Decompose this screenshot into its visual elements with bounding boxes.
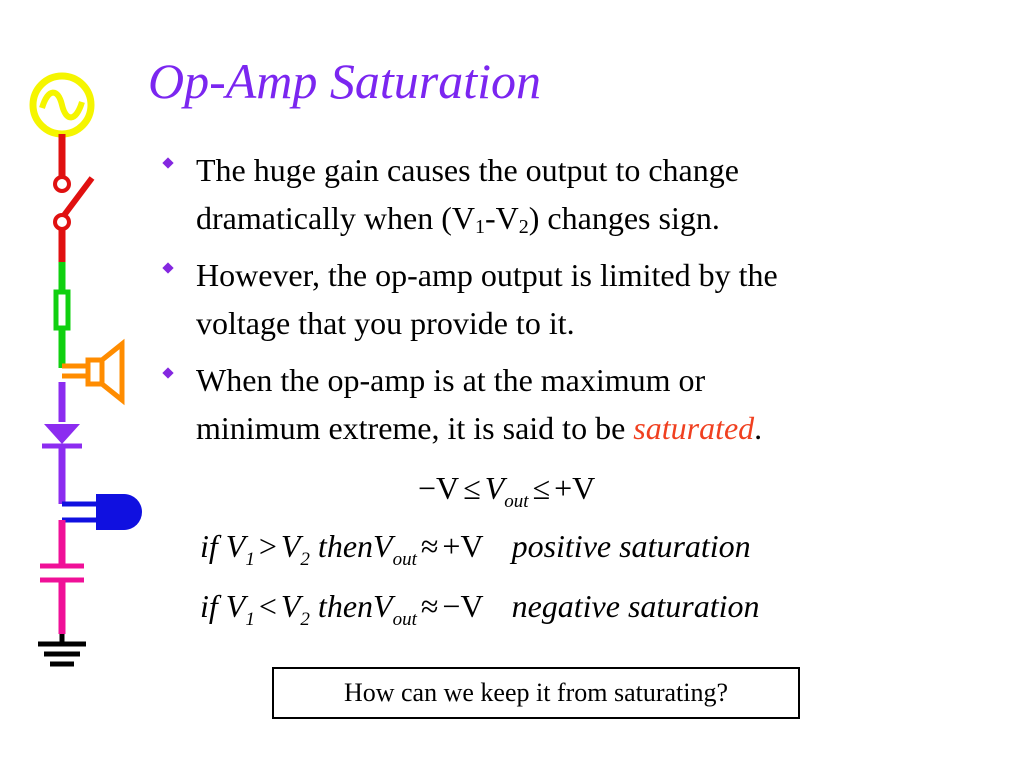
slide-title: Op-Amp Saturation [148, 53, 542, 109]
resistor-body [56, 292, 68, 328]
eq2-approx: ≈ [420, 528, 439, 564]
eq3-if: if [200, 588, 218, 624]
eq2-then: then [317, 528, 374, 564]
eq3-v2: V [280, 588, 301, 624]
capacitor-icon [40, 520, 84, 634]
diode-icon [42, 382, 82, 504]
bullet-item [160, 146, 960, 242]
bullet-list [160, 146, 960, 461]
eq2-result: +V [442, 528, 484, 564]
equation-negative-saturation [200, 588, 760, 630]
eq3-op: < [258, 588, 277, 624]
switch-icon [55, 134, 92, 262]
eq1-v: V [484, 470, 505, 506]
equation-positive-saturation [200, 528, 751, 570]
subscript-1: 1 [475, 216, 485, 238]
bullet2-line1: However, the op-amp output is limited by the [196, 257, 778, 293]
bullet-diamond-icon [162, 262, 173, 273]
bullet1-line2-post: ) changes sign. [528, 200, 720, 236]
switch-contact-top [55, 177, 69, 191]
eq2-s1: 1 [245, 549, 255, 570]
eq2-s2: 2 [300, 549, 310, 570]
equation-inequality [418, 470, 596, 512]
eq3-v1: V [225, 588, 246, 624]
eq3-result: −V [442, 588, 484, 624]
eq3-sub-out: out [392, 609, 417, 630]
ac-source-icon [33, 76, 91, 134]
ac-source-wave [42, 93, 82, 118]
bullet3-line2-pre: minimum extreme, it is said to be [196, 410, 634, 446]
eq3-then: then [317, 588, 374, 624]
speaker-cone [102, 344, 122, 400]
bullet-text [196, 146, 960, 242]
speaker-icon [62, 344, 122, 400]
bulb-icon [62, 494, 142, 530]
eq1-sub-out: out [504, 491, 529, 512]
bullet-item [160, 356, 960, 452]
eq1-minus-v: −V [418, 470, 460, 506]
bullet3-line1: When the op-amp is at the maximum or [196, 362, 706, 398]
eq3-desc: negative saturation [511, 588, 760, 624]
eq2-v1: V [225, 528, 246, 564]
eq3-s2: 2 [300, 609, 310, 630]
bullet1-line2-pre: dramatically when (V [196, 200, 475, 236]
bullet1-mid: -V [485, 200, 519, 236]
saturated-term: saturated [633, 410, 755, 446]
eq3-s1: 1 [245, 609, 255, 630]
bullet1-line1: The huge gain causes the output to change [196, 152, 739, 188]
eq2-op: > [258, 528, 277, 564]
eq1-le-1: ≤ [463, 470, 481, 506]
ground-icon [38, 634, 86, 664]
bulb-glass [96, 494, 142, 530]
resistor-icon [56, 262, 68, 368]
switch-contact-bottom [55, 215, 69, 229]
eq1-plus-v: +V [554, 470, 596, 506]
bullet2-line2: voltage that you provide to it. [196, 305, 575, 341]
eq3-approx: ≈ [420, 588, 439, 624]
eq2-v: V [373, 528, 393, 564]
bullet-diamond-icon [162, 367, 173, 378]
bullet3-line2-post: . [754, 410, 763, 446]
eq2-v2: V [280, 528, 301, 564]
eq2-sub-out: out [392, 549, 417, 570]
eq2-desc: positive saturation [511, 528, 751, 564]
eq1-le-2: ≤ [532, 470, 551, 506]
eq2-if: if [200, 528, 218, 564]
bullet-item [160, 251, 960, 347]
bullet-diamond-icon [162, 157, 173, 168]
bullet-text [196, 251, 960, 347]
eq3-v: V [373, 588, 393, 624]
bullet-text [196, 356, 960, 452]
subscript-2: 2 [518, 216, 529, 238]
circuit-decoration [0, 0, 150, 768]
question-box: How can we keep it from saturating? [272, 667, 800, 719]
diode-triangle [44, 424, 80, 444]
